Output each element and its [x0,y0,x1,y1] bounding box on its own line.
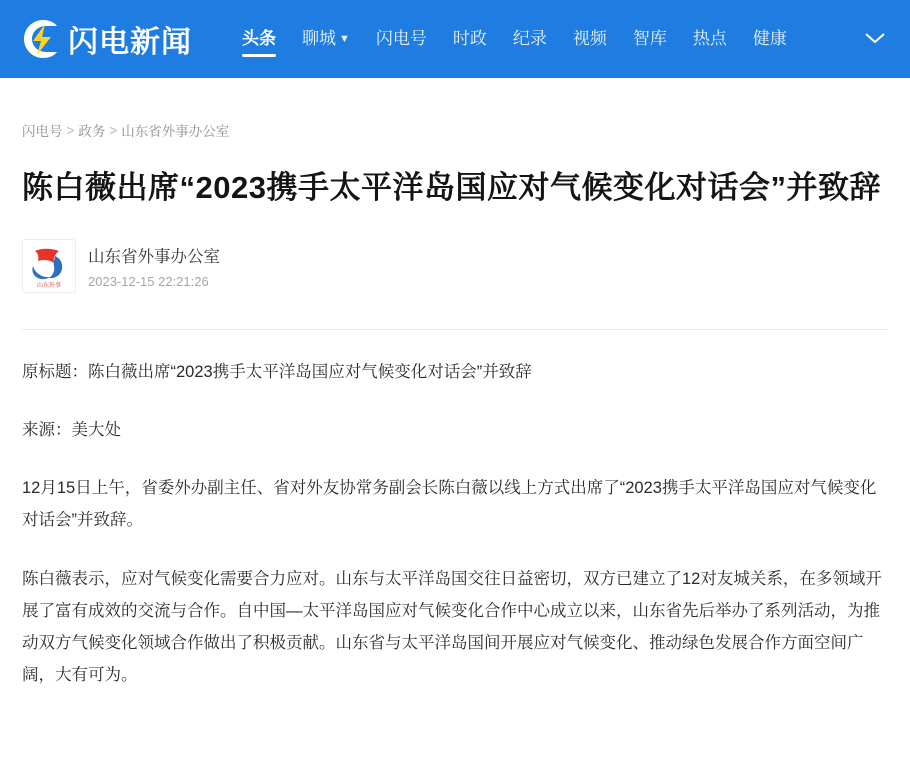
article-source[interactable]: 山东省外事办公室 [88,247,220,266]
main-nav [242,24,910,55]
breadcrumb-item-1[interactable]: 闪电号 [22,124,63,139]
nav-item-label: 视频 [572,28,607,48]
article-paragraph: 12月15日上午，省委外办副主任、省对外友协常务副会长陈白薇以线上方式出席了“2023携手太平洋岛国应对气候变化对话会”并致辞。 [22,479,877,530]
nav-item-shipin[interactable] [573,24,607,55]
lightning-bolt-icon [18,17,62,61]
site-header [0,0,910,78]
nav-item-label: 闪电号 [375,28,427,48]
divider [22,329,888,330]
nav-item-jiankang[interactable] [753,24,787,55]
article-paragraph: 原标题：陈白薇出席“2023携手太平洋岛国应对气候变化对话会”并致辞 [22,362,532,381]
nav-item-label: 聊城 [302,28,336,48]
svg-text:山东外事: 山东外事 [36,281,62,289]
nav-item-shandianhao[interactable] [376,24,427,55]
article-byline [22,239,888,293]
nav-item-shizheng[interactable] [453,24,487,55]
nav-item-label: 智库 [632,28,667,48]
nav-item-label: 健康 [752,28,787,48]
page-title: 陈白薇出席“2023携手太平洋岛国应对气候变化对话会”并致辞 [22,170,881,205]
nav-item-jilu[interactable] [513,24,547,55]
breadcrumb-separator: > [66,122,75,138]
article-content [22,356,888,691]
avatar[interactable] [22,239,76,293]
nav-item-liaocheng[interactable] [302,24,350,55]
nav-item-toutiao[interactable] [242,24,276,55]
breadcrumb-item-2[interactable]: 政务 [78,124,106,139]
article-timestamp: 2023-12-15 22:21:26 [88,273,209,289]
chevron-down-icon: ▼ [339,32,350,45]
nav-item-label: 纪录 [512,28,547,48]
breadcrumb-separator: > [109,122,118,138]
nav-item-redian[interactable] [693,24,727,55]
byline-texts [88,243,220,289]
site-logo[interactable] [18,17,192,61]
shandong-foreign-affairs-logo [25,242,73,290]
article-paragraph: 来源：美大处 [22,421,121,440]
site-logo-text: 闪电新闻 [68,26,192,59]
nav-item-label: 热点 [692,28,727,48]
nav-item-label: 时政 [452,28,487,48]
nav-item-zhiku[interactable] [633,24,667,55]
breadcrumb [22,120,888,140]
article-page [0,120,910,691]
article-paragraph: 陈白薇表示，应对气候变化需要合力应对。山东与太平洋岛国交往日益密切，双方已建立了12对友城关系，在多领域开展了富有成效的交流与合作。自中国—太平洋岛国应对气候变化合作中心成立以来，山东省先后举办了系列活动，为推动双方气候变化领域合作做出了积极贡献。山东省与太平洋岛国间开展应对气候变化、推动绿色发展合作方面空间广阔，大有可为。 [22,569,882,685]
nav-expand-chevron-down-icon[interactable] [864,29,886,49]
breadcrumb-item-3[interactable]: 山东省外事办公室 [121,124,230,139]
nav-item-label: 头条 [242,28,276,48]
